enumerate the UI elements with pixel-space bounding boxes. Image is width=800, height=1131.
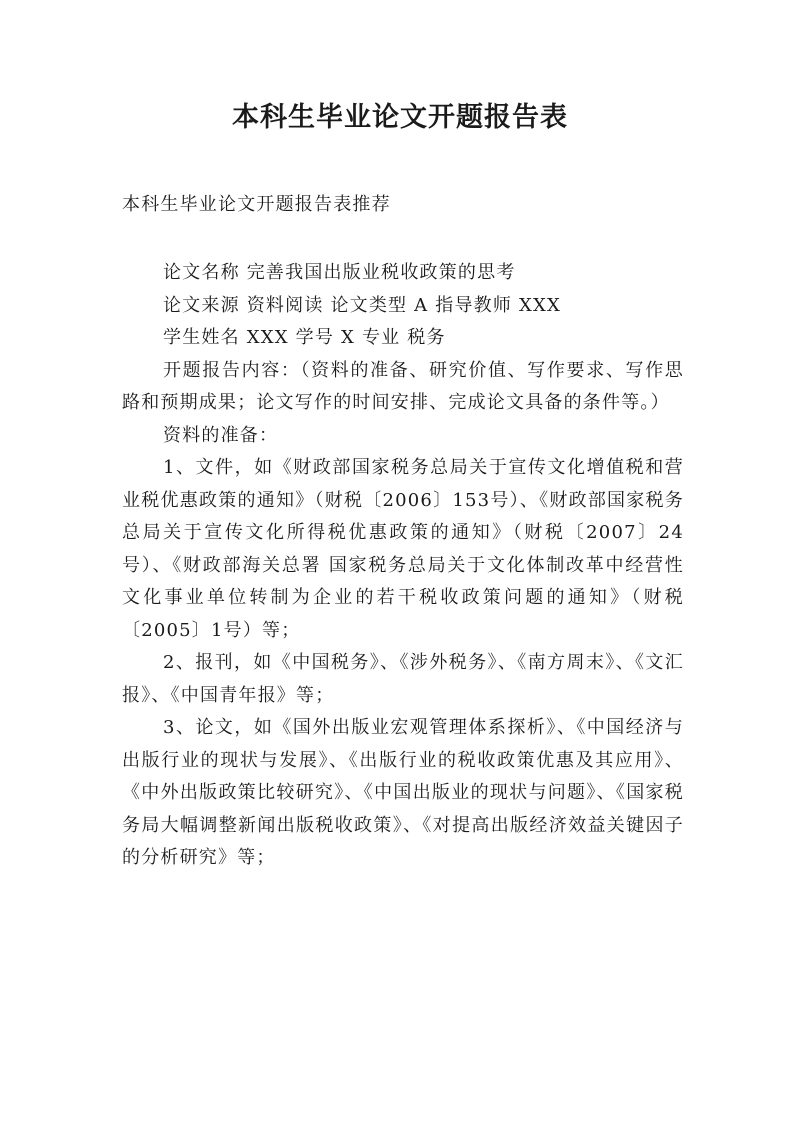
materials-item-newspapers: 2、报刊，如《中国税务》、《涉外税务》、《南方周末》、《文汇报》、《中国青年报》等； [122,652,684,706]
document-subtitle: 本科生毕业论文开题报告表推荐 [122,194,391,215]
report-content-paragraph: 开题报告内容：（资料的准备、研究价值、写作要求、写作思路和预期成果；论文写作的时间安排、完成论文具备的条件等。） [122,359,684,413]
thesis-title-line: 论文名称 完善我国出版业税收政策的思考 [163,262,516,283]
thesis-source-line: 论文来源 资料阅读 论文类型 A 指导教师 XXX [163,294,562,316]
materials-item-papers: 3、论文，如《国外出版业宏观管理体系探析》、《中国经济与出版行业的现状与发展》、《出版行业的税收政策优惠及其应用》、《中外出版政策比较研究》、《中国出版业的现状与问题》、《国家税务局大幅调整新闻出版税收政策》、《对提高出版经济效益关键因子的分析研究》等； [122,717,684,868]
materials-item-documents: 1、文件，如《财政部国家税务总局关于宣传文化增值税和营业税优惠政策的通知》（财税〔2006〕153号）、《财政部国家税务总局关于宣传文化所得税优惠政策的通知》（财税〔2007〕24号）、《财政部海关总署 国家税务总局关于文化体制改革中经营性文化事业单位转制为企业的若干税收政策问题的通知》（财税〔2005〕1号）等； [122,457,684,641]
materials-heading: 资料的准备： [163,424,279,446]
page-title: 本科生毕业论文开题报告表 [232,102,568,133]
document-body [122,257,684,875]
student-info-line: 学生姓名 XXX 学号 X 专业 税务 [163,327,446,348]
